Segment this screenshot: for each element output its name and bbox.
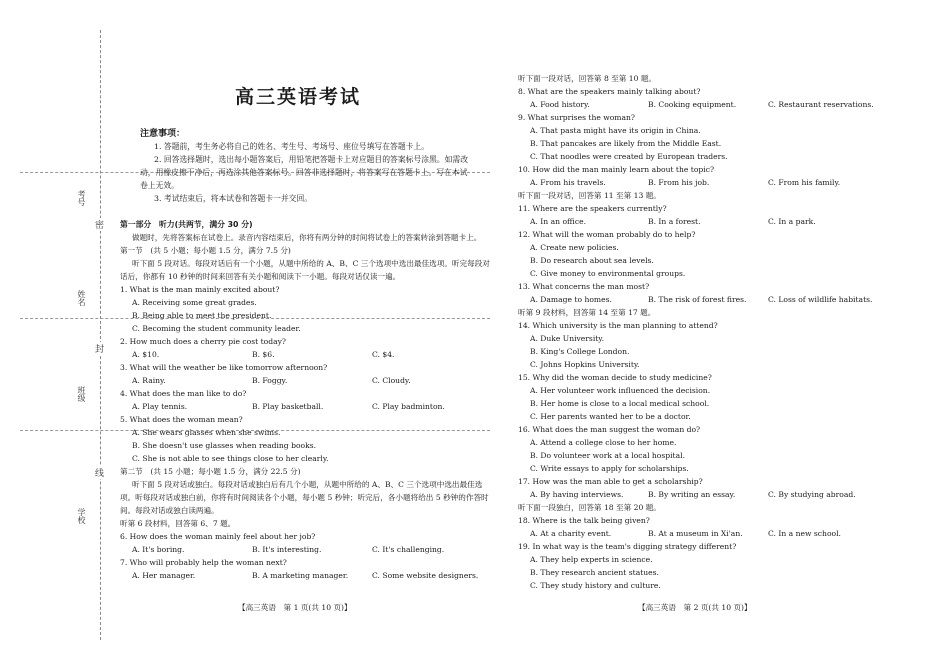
question: 8. What are the speakers mainly talking about? xyxy=(518,87,701,96)
option: C. $4. xyxy=(372,350,395,359)
option: B. At a museum in Xi'an. xyxy=(648,529,743,538)
option-row xyxy=(120,374,490,387)
listen-instruction: 听第 9 段材料，回答第 14 至第 17 题。 xyxy=(518,308,656,317)
option-row xyxy=(120,543,490,556)
binding-word-xian: 线 xyxy=(95,466,104,479)
question: 9. What surprises the woman? xyxy=(518,113,635,122)
part1-intro: 做题时，先将答案标在试卷上。录音内容结束后，你将有两分钟的时间将试卷上的答案转涂到答题卡上。 xyxy=(132,233,482,242)
option: B. The risk of forest fires. xyxy=(648,295,747,304)
option: B. A marketing manager. xyxy=(252,571,349,580)
listen-instruction: 听下面一段对话，回答第 11 至第 13 题。 xyxy=(518,191,661,200)
question: 18. Where is the talk being given? xyxy=(518,516,650,525)
option: B. King's College London. xyxy=(530,347,630,356)
option: C. By studying abroad. xyxy=(768,490,856,499)
option: B. It's interesting. xyxy=(252,545,322,554)
option-row xyxy=(518,293,898,306)
option: A. From his travels. xyxy=(530,178,606,187)
question: 6. How does the woman mainly feel about her job? xyxy=(120,532,316,541)
option: C. Give money to environmental groups. xyxy=(530,269,686,278)
option: B. She doesn't use glasses when reading books. xyxy=(132,441,317,450)
option: C. In a new school. xyxy=(768,529,841,538)
question: 16. What does the man suggest the woman do? xyxy=(518,425,701,434)
listen-instruction: 听下面一段独白，回答第 18 至第 20 题。 xyxy=(518,503,661,512)
left-column xyxy=(120,218,490,582)
option: C. Loss of wildlife habitats. xyxy=(768,295,873,304)
option: A. Receiving some great grades. xyxy=(132,298,257,307)
question: 10. How did the man mainly learn about the topic? xyxy=(518,165,715,174)
notice-heading: 注意事项： xyxy=(140,129,186,139)
option: A. That pasta might have its origin in China. xyxy=(530,126,701,135)
binding-word-feng: 封 xyxy=(95,342,104,355)
binding-word-mi: 密 xyxy=(95,218,104,231)
option: A. She wears glasses when she swims. xyxy=(132,428,281,437)
option: A. Duke University. xyxy=(530,334,605,343)
question: 4. What does the man like to do? xyxy=(120,389,247,398)
option: A. They help experts in science. xyxy=(530,555,653,564)
option-row xyxy=(518,176,898,189)
question: 19. In what way is the team's digging strategy different? xyxy=(518,542,737,551)
notice-item: 2. 回答选择题时，选出每小题答案后，用铅笔把答题卡上对应题目的答案标号涂黑。如需改动，用橡皮擦干净后，再选涂其他答案标号。回答非选择题时，将答案写在答题卡上。写在本试卷上无效。 xyxy=(140,155,468,190)
section1-intro: 听下面 5 段对话。每段对话后有一个小题，从题中所给的 A、B、C 三个选项中选出最佳选项。听完每段对话后，你都有 10 秒钟的时间来回答有关小题和阅读下一小题。每段对话仅读一遍。 xyxy=(120,259,490,281)
question: 3. What will the weather be like tomorrow afternoon? xyxy=(120,363,328,372)
option: B. That pancakes are likely from the Middle East. xyxy=(530,139,722,148)
option: A. $10. xyxy=(132,350,160,359)
option: A. Food history. xyxy=(530,100,590,109)
option: C. Some website designers. xyxy=(372,571,479,580)
question: 17. How was the man able to get a scholarship? xyxy=(518,477,703,486)
exam-number-label: 考号 xyxy=(77,190,86,206)
option: A. Rainy. xyxy=(132,376,166,385)
name-label: 姓名 xyxy=(77,290,86,306)
option: A. It's boring. xyxy=(132,545,185,554)
option: C. Write essays to apply for scholarships. xyxy=(530,464,689,473)
notice-body xyxy=(140,140,470,205)
section2-intro: 听下面 5 段对话或独白。每段对话或独白后有几个小题，从题中所给的 A、B、C 三个选项中选出最佳选项。听每段对话或独白前，你将有时间阅读各个小题，每小题 5 秒钟；听完后，各小题将给出 5 秒钟的作答时间。每段对话或独白读两遍。 xyxy=(120,480,489,515)
option: B. They research ancient statues. xyxy=(530,568,659,577)
question: 14. Which university is the man planning to attend? xyxy=(518,321,718,330)
option: C. It's challenging. xyxy=(372,545,445,554)
section2-heading: 第二节 (共 15 小题；每小题 1.5 分，满分 22.5 分) xyxy=(120,467,301,476)
question: 11. Where are the speakers currently? xyxy=(518,204,667,213)
question: 7. Who will probably help the woman next? xyxy=(120,558,287,567)
option: B. Foggy. xyxy=(252,376,288,385)
option: C. Play badminton. xyxy=(372,402,445,411)
option: A. Her manager. xyxy=(132,571,196,580)
option: A. At a charity event. xyxy=(530,529,612,538)
option: C. In a park. xyxy=(768,217,816,226)
option: A. Attend a college close to her home. xyxy=(530,438,677,447)
part1-heading: 第一部分 听力(共两节，满分 30 分) xyxy=(120,220,253,229)
option: B. In a forest. xyxy=(648,217,701,226)
notice-item: 1. 答题前，考生务必将自己的姓名、考生号、考场号、座位号填写在答题卡上。 xyxy=(154,142,430,151)
option-row xyxy=(518,527,898,540)
question: 13. What concerns the man most? xyxy=(518,282,650,291)
option: B. Play basketball. xyxy=(252,402,324,411)
option: A. Play tennis. xyxy=(132,402,188,411)
listen-instruction: 听下面一段对话，回答第 8 至第 10 题。 xyxy=(518,74,657,83)
option: C. They study history and culture. xyxy=(530,581,661,590)
school-label: 学校 xyxy=(77,508,86,524)
option: C. Cloudy. xyxy=(372,376,411,385)
question: 2. How much does a cherry pie cost today? xyxy=(120,337,286,346)
option: C. That noodles were created by European traders. xyxy=(530,152,728,161)
option: B. From his job. xyxy=(648,178,710,187)
option-row xyxy=(518,215,898,228)
option: B. Do research about sea levels. xyxy=(530,256,654,265)
listen-instruction: 听第 6 段材料，回答第 6、7 题。 xyxy=(120,519,236,528)
option: A. In an office. xyxy=(530,217,587,226)
page-footer-left: 【高三英语 第 1 页(共 10 页)】 xyxy=(238,603,352,612)
option: C. Becoming the student community leader. xyxy=(132,324,301,333)
binding-dashed-line xyxy=(100,30,101,640)
option: C. Restaurant reservations. xyxy=(768,100,874,109)
option: A. By having interviews. xyxy=(530,490,624,499)
option-row xyxy=(120,348,490,361)
option: A. Damage to homes. xyxy=(530,295,612,304)
question: 12. What will the woman probably do to help? xyxy=(518,230,696,239)
option: B. Cooking equipment. xyxy=(648,100,737,109)
option: B. By writing an essay. xyxy=(648,490,736,499)
option-row xyxy=(120,400,490,413)
option: C. Her parents wanted her to be a doctor. xyxy=(530,412,691,421)
question: 15. Why did the woman decide to study medicine? xyxy=(518,373,712,382)
question: 5. What does the woman mean? xyxy=(120,415,243,424)
question: 1. What is the man mainly excited about? xyxy=(120,285,280,294)
option: A. Her volunteer work influenced the decision. xyxy=(530,386,711,395)
class-label: 班级 xyxy=(77,386,86,402)
option-row xyxy=(518,98,898,111)
option: B. Do volunteer work at a local hospital. xyxy=(530,451,685,460)
option: C. She is not able to see things close to her clearly. xyxy=(132,454,329,463)
option: A. Create new policies. xyxy=(530,243,619,252)
right-column xyxy=(518,72,898,592)
option: B. Being able to meet the president. xyxy=(132,311,272,320)
exam-title: 高三英语考试 xyxy=(235,86,362,108)
option-row xyxy=(120,569,490,582)
option: B. $6. xyxy=(252,350,275,359)
option: C. Johns Hopkins University. xyxy=(530,360,640,369)
notice-item: 3. 考试结束后，将本试卷和答题卡一并交回。 xyxy=(154,194,313,203)
page-footer-right: 【高三英语 第 2 页(共 10 页)】 xyxy=(638,603,752,612)
option: C. From his family. xyxy=(768,178,841,187)
section1-heading: 第一节 (共 5 小题；每小题 1.5 分，满分 7.5 分) xyxy=(120,246,291,255)
option-row xyxy=(518,488,898,501)
option: B. Her home is close to a local medical school. xyxy=(530,399,710,408)
